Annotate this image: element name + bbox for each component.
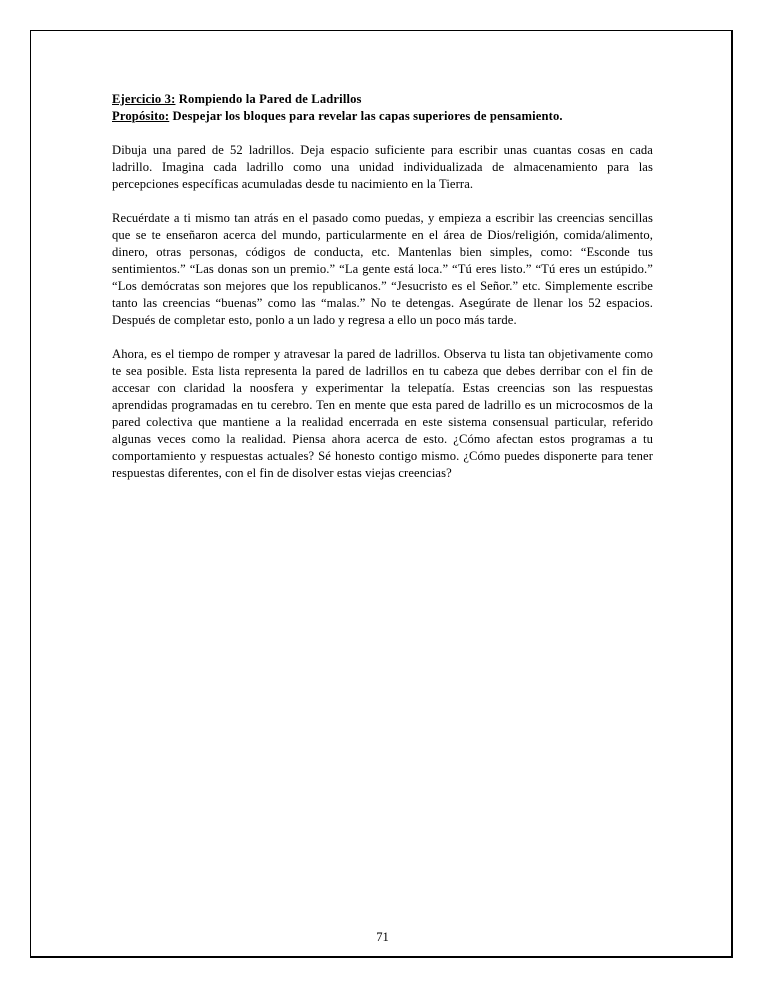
purpose-text: Despejar los bloques para revelar las capas superiores de pensamiento. bbox=[169, 109, 563, 123]
paragraph-break-wall: Ahora, es el tiempo de romper y atravesar la pared de ladrillos. Observa tu lista tan objetivamente como te sea posible. Esta lista representa la pared de ladrillos en tu cabeza que debes derribar con el fin de accesar con claridad la noosfera y experimentar la telepatía. Estas creencias son las respuestas aprendidas programadas en tu cerebro. Ten en mente que esta pared de ladrillo es un microcosmos de la pared colectiva que mantiene a la realidad encerrada en este sistema consensual particular, referido algunas veces como la realidad. Piensa ahora acerca de esto. ¿Cómo afectan estos programas a tu comportamiento y respuestas actuales? Sé honesto contigo mismo. ¿Cómo puedes disponerte para tener respuestas diferentes, con el fin de disolver estas viejas creencias? bbox=[112, 347, 653, 480]
paragraph-draw-wall: Dibuja una pared de 52 ladrillos. Deja espacio suficiente para escribir unas cuantas cosas en cada ladrillo. Imagina cada ladrillo como una unidad individualizada de almacenamiento para las percepciones específicas acumuladas desde tu nacimiento en la Tierra. bbox=[112, 143, 653, 191]
purpose-label: Propósito: bbox=[112, 109, 170, 123]
exercise-heading bbox=[112, 91, 653, 108]
document-body bbox=[112, 91, 653, 482]
paragraph-write-beliefs: Recuérdate a ti mismo tan atrás en el pasado como puedas, y empieza a escribir las creencias sencillas que se te enseñaron acerca del mundo, particularmente en el área de Dios/religión, comida/alimento, dinero, otras personas, códigos de conducta, etc. Mantenlas bien simples, como: “Esconde tus sentimientos.” “Las donas son un premio.” “La gente está loca.” “Tú eres listo.” “Tú eres un estúpido.” “Los demócratas son mejores que los republicanos.” “Jesucristo es el Señor.” etc. Simplemente escribe tanto las creencias “buenas” como las “malas.” No te detengas. Asegúrate de llenar los 52 espacios. Después de completar esto, ponlo a un lado y regresa a ello un poco más tarde. bbox=[112, 211, 653, 327]
exercise-title: Rompiendo la Pared de Ladrillos bbox=[175, 92, 362, 106]
exercise-label: Ejercicio 3: bbox=[112, 92, 176, 106]
purpose-heading bbox=[112, 108, 653, 125]
page-number: 71 bbox=[376, 930, 389, 944]
